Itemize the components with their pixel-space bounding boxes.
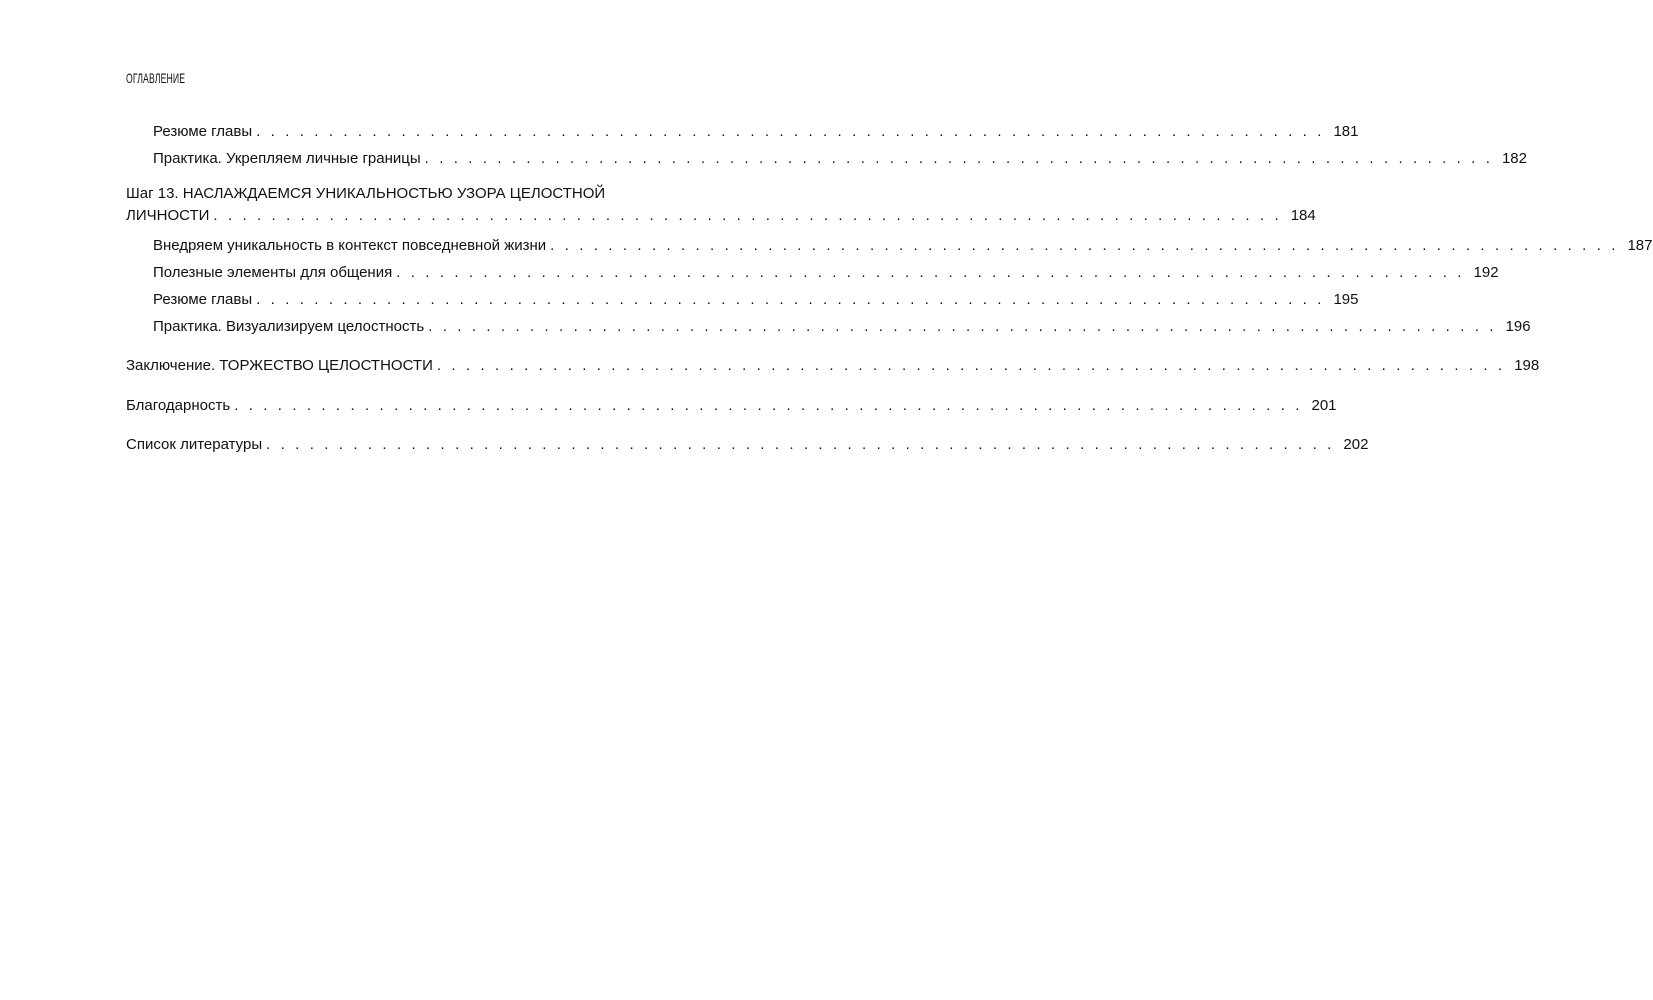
dot-leader: . . . . . . . . . . . . . . . . . . . . . . . . . . . . . . . . . . . . . . . . . . . . . . . . . . . . . . . . . . . . . . . . . . . . . . . . . . <box>424 150 1493 167</box>
section-gap <box>126 379 708 392</box>
toc-entry[interactable] <box>126 145 1527 172</box>
dot-leader: . . . . . . . . . . . . . . . . . . . . . . . . . . . . . . . . . . . . . . . . . . . . . . . . . . . . . . . . . . . . . . . . . . . . . . . . . . <box>550 237 1619 254</box>
toc-page-number: 198 <box>1514 357 1540 374</box>
toc-entry-title: Резюме главы <box>153 123 253 140</box>
dot-leader: . . . . . . . . . . . . . . . . . . . . . . . . . . . . . . . . . . . . . . . . . . . . . . . . . . . . . . . . . . . . . . . . . . . . . . . . . . <box>234 397 1303 414</box>
table-of-contents <box>126 118 1653 458</box>
chapter-title-line2: ЛИЧНОСТИ <box>126 207 210 224</box>
dot-leader: . . . . . . . . . . . . . . . . . . . . . . . . . . . . . . . . . . . . . . . . . . . . . . . . . . . . . . . . . . . . . . . . . . . . . . . . . . <box>213 207 1282 224</box>
toc-entry-title: Заключение. ТОРЖЕСТВО ЦЕЛОСТНОСТИ <box>126 357 433 374</box>
toc-page-number: 184 <box>1290 207 1316 224</box>
toc-page-number: 196 <box>1505 318 1531 335</box>
toc-entry-title: Внедряем уникальность в контекст повседневной жизни <box>153 237 547 254</box>
toc-page-number: 195 <box>1333 291 1359 308</box>
toc-entry[interactable] <box>126 118 1359 145</box>
toc-entry[interactable] <box>126 313 1531 340</box>
dot-leader: . . . . . . . . . . . . . . . . . . . . . . . . . . . . . . . . . . . . . . . . . . . . . . . . . . . . . . . . . . . . . . . . . . . . . . . . . . <box>266 436 1335 453</box>
toc-entry[interactable] <box>126 232 1653 259</box>
toc-entry-title: Благодарность <box>126 397 231 414</box>
dot-leader: . . . . . . . . . . . . . . . . . . . . . . . . . . . . . . . . . . . . . . . . . . . . . . . . . . . . . . . . . . . . . . . . . . . . . . . . . . <box>396 264 1465 281</box>
toc-entry-conclusion[interactable] <box>126 352 1540 379</box>
section-gap <box>126 340 708 352</box>
chapter-title-entry[interactable] <box>126 205 1316 227</box>
dot-leader: . . . . . . . . . . . . . . . . . . . . . . . . . . . . . . . . . . . . . . . . . . . . . . . . . . . . . . . . . . . . . . . . . . . . . . . . . . <box>436 357 1506 374</box>
chapter-13-block <box>126 183 1653 340</box>
dot-leader: . . . . . . . . . . . . . . . . . . . . . . . . . . . . . . . . . . . . . . . . . . . . . . . . . . . . . . . . . . . . . . . . . . . . . . . . . . <box>256 291 1325 308</box>
toc-entry-title: Полезные элементы для общения <box>153 264 393 281</box>
toc-entry[interactable] <box>126 259 1499 286</box>
toc-page-number: 181 <box>1333 123 1359 140</box>
dot-leader: . . . . . . . . . . . . . . . . . . . . . . . . . . . . . . . . . . . . . . . . . . . . . . . . . . . . . . . . . . . . . . . . . . . . . . . . . . <box>428 318 1497 335</box>
section-gap <box>126 419 708 431</box>
toc-page-number: 202 <box>1343 436 1369 453</box>
toc-entry-title: Практика. Укрепляем личные границы <box>153 150 421 167</box>
toc-entry-title: Практика. Визуализируем целостность <box>153 318 425 335</box>
toc-page-number: 192 <box>1473 264 1499 281</box>
toc-entry-bibliography[interactable] <box>126 431 1369 458</box>
toc-entry[interactable] <box>126 286 1359 313</box>
toc-page-number: 182 <box>1501 150 1527 167</box>
dot-leader: . . . . . . . . . . . . . . . . . . . . . . . . . . . . . . . . . . . . . . . . . . . . . . . . . . . . . . . . . . . . . . . . . . . . . . . . . . <box>256 123 1325 140</box>
chapter-title-line1[interactable]: Шаг 13. НАСЛАЖДАЕМСЯ УНИКАЛЬНОСТЬЮ УЗОРА ЦЕЛОСТНОЙ <box>126 185 606 202</box>
toc-entry-thanks[interactable] <box>126 392 1337 419</box>
toc-page-number: 201 <box>1311 397 1337 414</box>
toc-entry-title: Список литературы <box>126 436 263 453</box>
running-header: ОГЛАВЛЕНИЕ <box>126 70 186 86</box>
toc-page-number: 187 <box>1627 237 1653 254</box>
toc-entry-title: Резюме главы <box>153 291 253 308</box>
